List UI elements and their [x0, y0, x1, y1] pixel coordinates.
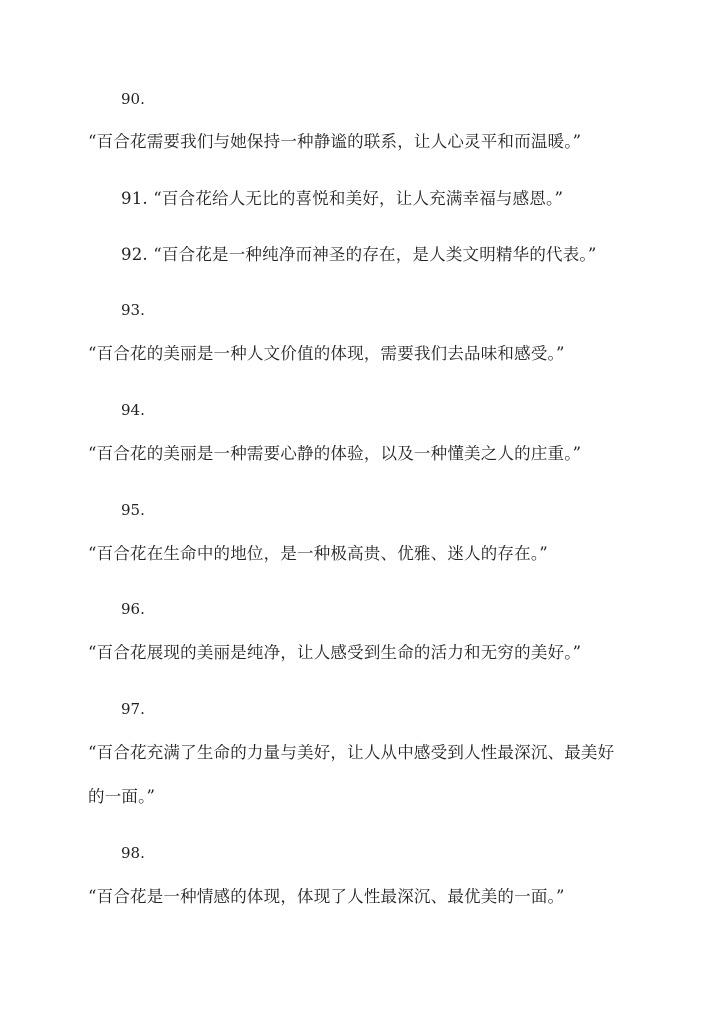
entry-number: 93. [121, 301, 145, 319]
quote-text: “百合花的美丽是一种需要心静的体验，以及一种懂美之人的庄重。” [88, 444, 582, 463]
entry-number: 96. [121, 600, 145, 618]
quote-text: “百合花需要我们与她保持一种静谧的联系，让人心灵平和而温暖。” [88, 132, 582, 151]
quote-text: “百合花的美丽是一种人文价值的体现，需要我们去品味和感受。” [88, 344, 565, 363]
entry-number: 94. [121, 401, 145, 419]
entry-number: 98. [121, 844, 145, 862]
entry-number: 90. [121, 90, 145, 108]
entry-number: 95. [121, 501, 145, 519]
quote-text: “百合花在生命中的地位，是一种极高贵、优雅、迷人的存在。” [88, 544, 548, 563]
quote-line: 91. “百合花给人无比的喜悦和美好，让人充满幸福与感恩。” [121, 189, 564, 208]
quote-text: “百合花充满了生命的力量与美好，让人从中感受到人性最深沉、最美好 [88, 743, 615, 762]
quote-text: “百合花是一种情感的体现，体现了人性最深沉、最优美的一面。” [88, 887, 565, 906]
entry-number: 97. [121, 700, 145, 718]
quote-line: 92. “百合花是一种纯净而神圣的存在，是人类文明精华的代表。” [121, 245, 597, 264]
quote-text-continuation: 的一面。” [88, 787, 156, 806]
quote-text: “百合花展现的美丽是纯净，让人感受到生命的活力和无穷的美好。” [88, 643, 582, 662]
